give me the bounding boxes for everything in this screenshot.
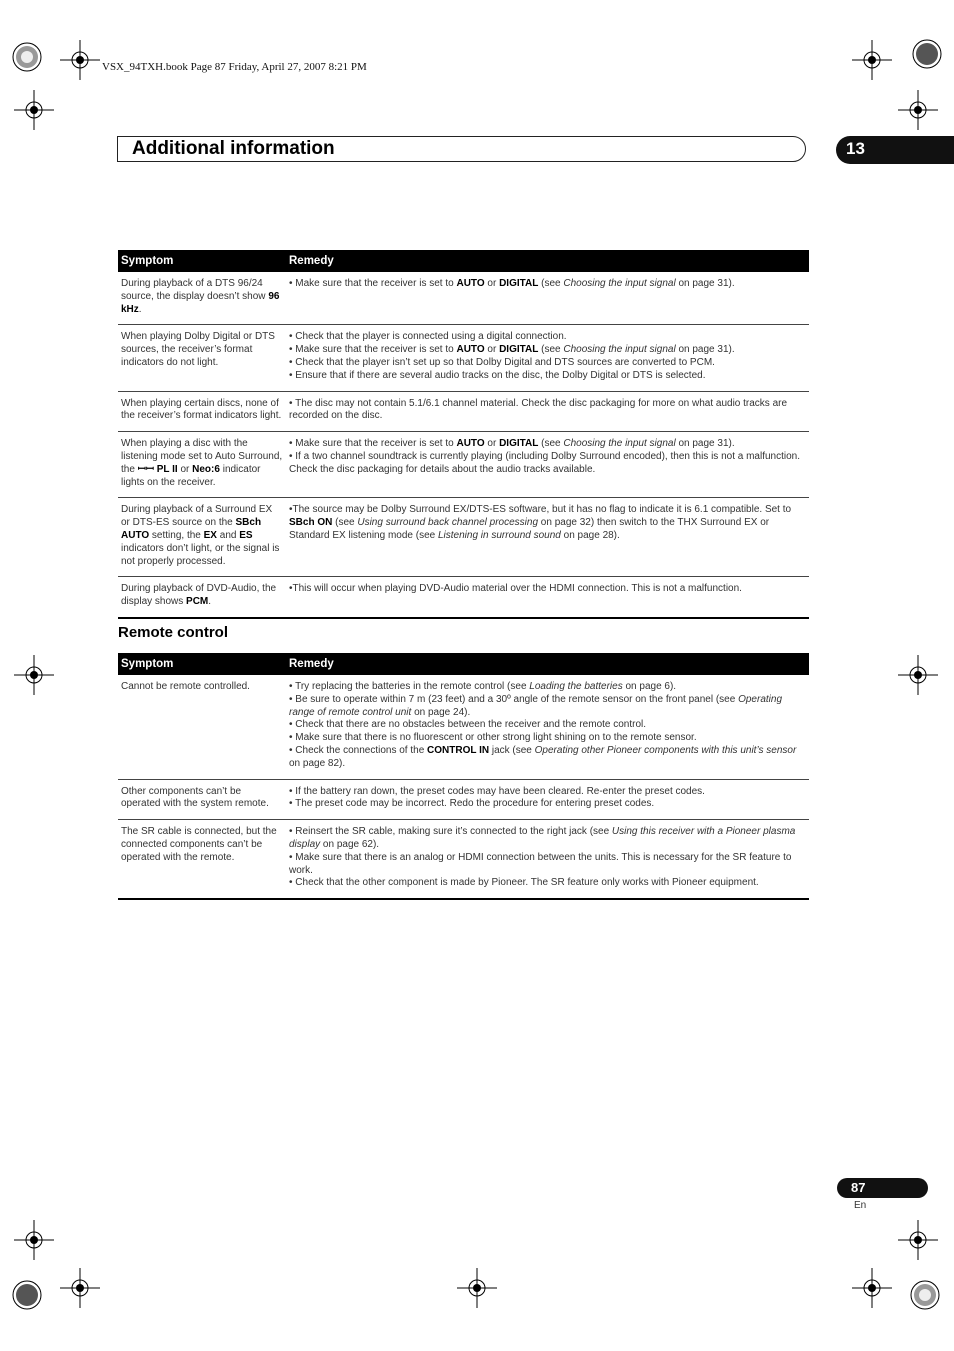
- header-bar: [117, 136, 806, 162]
- symptom-cell: During playback of a DTS 96/24 source, the display doesn’t show 96 kHz.: [118, 272, 286, 325]
- table-row: [118, 779, 809, 820]
- remedy-cell: [286, 577, 809, 618]
- remedy-item: • The preset code may be incorrect. Redo the procedure for entering preset codes.: [289, 798, 655, 810]
- remedy-cell: [286, 391, 809, 432]
- remedy-item: • The disc may not contain 5.1/6.1 channel material. Check the disc packaging for more on what audio tracks are recorded on the disc.: [289, 397, 788, 422]
- symptom-cell: During playback of DVD-Audio, the display shows PCM.: [118, 577, 286, 618]
- remedy-item: • Check that the other component is made by Pioneer. The SR feature only works with Pioneer equipment.: [289, 877, 759, 889]
- remedy-cell: [286, 675, 809, 779]
- table-row: [118, 675, 809, 779]
- crosshair-icon: [898, 655, 938, 695]
- remedy-cell: [286, 820, 809, 899]
- remedy-item: • If a two channel soundtrack is currently playing (including Dolby Surround encoded), then this is not a malfunction. Check the disc packaging for details about the audio tracks available.: [289, 450, 801, 475]
- table-row: [118, 498, 809, 577]
- remedy-item: • Try replacing the batteries in the remote control (see Loading the batteries on page 6).: [289, 681, 677, 692]
- remedy-item: • Check that the player is connected using a digital connection.: [289, 331, 567, 343]
- remedy-item: • Make sure that the receiver is set to AUTO or DIGITAL (see Choosing the input signal on page 31).: [289, 438, 735, 450]
- column-header-symptom: Symptom: [118, 250, 286, 272]
- remedy-item: • Check the connections of the CONTROL IN jack (see Operating other Pioneer components with this unit’s sensor on page 82).: [289, 744, 797, 769]
- registration-mark-icon: [895, 30, 954, 90]
- table-row: [118, 272, 809, 325]
- crosshair-icon: [898, 1220, 938, 1260]
- remedy-item: • Make sure that the receiver is set to AUTO or DIGITAL (see Choosing the input signal on page 31).: [289, 344, 735, 356]
- column-header-symptom: Symptom: [118, 653, 286, 675]
- chapter-tab: [836, 136, 954, 164]
- troubleshooting-table-audio: [118, 250, 809, 619]
- registration-mark-icon: [900, 1270, 950, 1320]
- troubleshooting-table-remote: [118, 653, 809, 900]
- remedy-cell: [286, 432, 809, 498]
- registration-mark-icon: [4, 30, 64, 90]
- remedy-item: • Make sure that the receiver is set to AUTO or DIGITAL (see Choosing the input signal on page 31).: [289, 278, 735, 289]
- crosshair-icon: [60, 40, 100, 80]
- crosshair-icon: [898, 90, 938, 130]
- remedy-cell: [286, 272, 809, 325]
- section-heading-remote-control: Remote control: [118, 624, 229, 641]
- remedy-cell: [286, 498, 809, 577]
- remedy-item: •This will occur when playing DVD-Audio material over the HDMI connection. This is not a malfunction.: [289, 583, 742, 595]
- remedy-item: • Check that there are no obstacles between the receiver and the remote control.: [289, 719, 647, 731]
- file-info: VSX_94TXH.book Page 87 Friday, April 27, 2007 8:21 PM: [102, 61, 367, 73]
- remedy-item: • Make sure that there is no fluorescent or other strong light shining on to the remote sensor.: [289, 732, 697, 744]
- symptom-cell: Other components can’t be operated with the system remote.: [118, 779, 286, 820]
- remedy-item: • Check that the player isn’t set up so that Dolby Digital and DTS sources are converted to PCM.: [289, 356, 715, 368]
- page-number-tab: [837, 1178, 928, 1198]
- table-row: [118, 577, 809, 618]
- table-row: [118, 432, 809, 498]
- remedy-item: • Ensure that if there are several audio tracks on the disc, the Dolby Digital or DTS is selected.: [289, 369, 706, 381]
- table-row: [118, 391, 809, 432]
- table-row: [118, 325, 809, 391]
- symptom-cell: During playback of a Surround EX or DTS-ES source on the SBch AUTO setting, the EX and ES indicators don’t light, or the signal is not properly processed.: [118, 498, 286, 577]
- symptom-cell: The SR cable is connected, but the connected components can’t be operated with the remote.: [118, 820, 286, 899]
- language-code: En: [854, 1200, 867, 1211]
- column-header-remedy: Remedy: [286, 250, 809, 272]
- remedy-item: • Reinsert the SR cable, making sure it’s connected to the right jack (see Using this receiver with a Pioneer plasma display on page 62).: [289, 826, 796, 850]
- crosshair-icon: [60, 1268, 100, 1308]
- page-number: 87: [851, 1180, 866, 1195]
- remedy-item: • Be sure to operate within 7 m (23 feet) and a 30º angle of the remote sensor on the front panel (see Operating range of remote control unit on page 24).: [289, 693, 783, 718]
- crosshair-icon: [14, 655, 54, 695]
- symptom-cell: When playing Dolby Digital or DTS sources, the receiver’s format indicators do not light.: [118, 325, 286, 391]
- remedy-item: • Make sure that there is an analog or HDMI connection between the units. This is necessary for the SR feature to work.: [289, 851, 792, 876]
- column-header-remedy: Remedy: [286, 653, 809, 675]
- symptom-cell: When playing certain discs, none of the receiver’s format indicators light.: [118, 391, 286, 432]
- crosshair-icon: [852, 40, 892, 80]
- registration-mark-icon: [4, 1270, 54, 1320]
- crosshair-icon: [14, 90, 54, 130]
- crosshair-icon: [852, 1268, 892, 1308]
- remedy-cell: [286, 779, 809, 820]
- symptom-cell: Cannot be remote controlled.: [118, 675, 286, 779]
- table-row: [118, 820, 809, 899]
- chapter-number: 13: [846, 139, 865, 158]
- page-title: Additional information: [132, 138, 335, 159]
- symptom-cell: When playing a disc with the listening mode set to Auto Surround, the ꟷꟷ PL II or Neo:6 indicator lights on the receiver.: [118, 432, 286, 498]
- crosshair-icon: [457, 1268, 497, 1308]
- crosshair-icon: [14, 1220, 54, 1260]
- remedy-item: • If the battery ran down, the preset codes may have been cleared. Re-enter the preset codes.: [289, 785, 705, 797]
- remedy-item: •The source may be Dolby Surround EX/DTS-ES software, but it has no flag to indicate it is 6.1 compatible. Set to SBch ON (see Using surround back channel processing on page 32) then switch to the THX Surround EX or Standard EX listening mode (see Listening in surround sound on page 28).: [289, 504, 792, 541]
- remedy-cell: [286, 325, 809, 391]
